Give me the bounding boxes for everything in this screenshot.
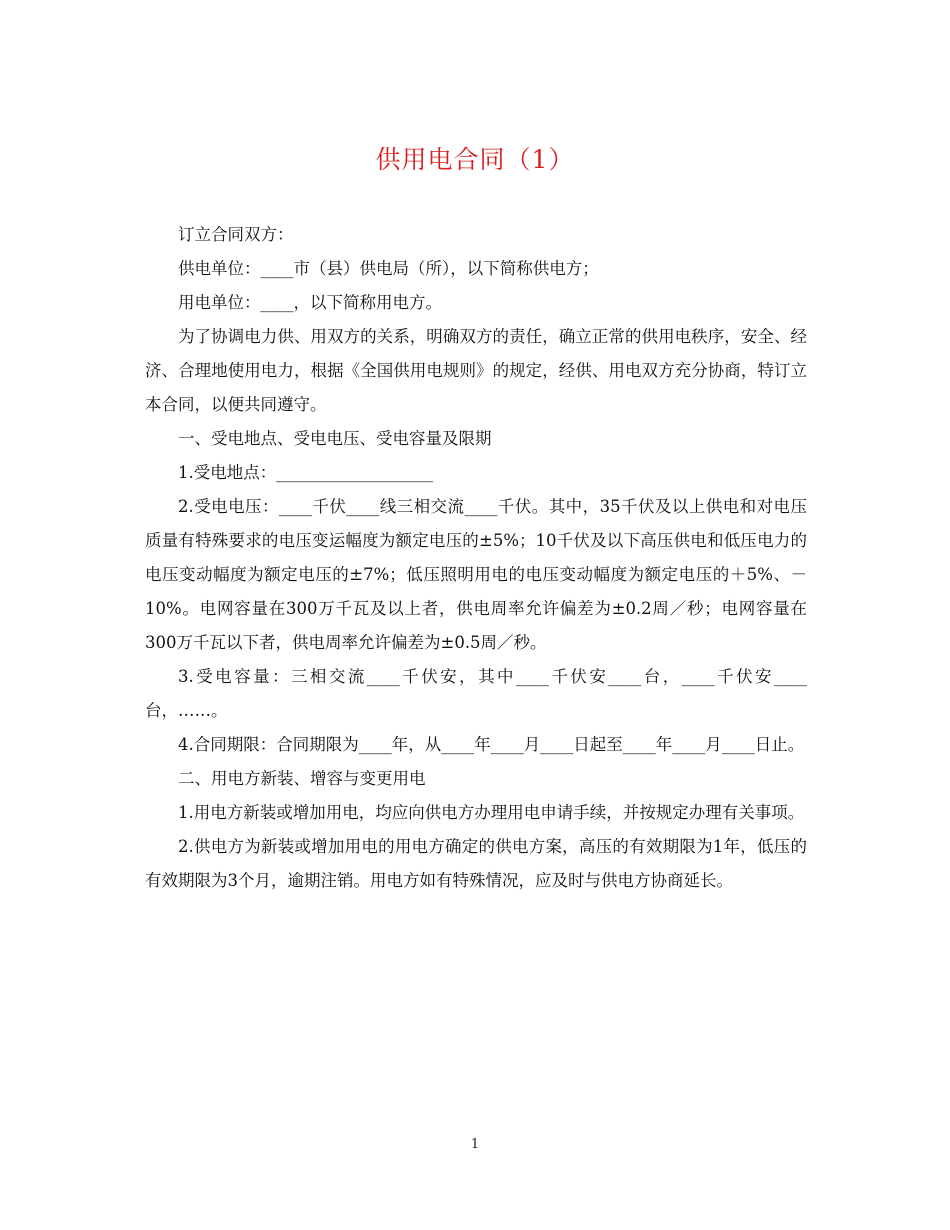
clause-1-4: 4.合同期限：合同期限为____年，从____年____月____日起至____年____月____日止。	[178, 735, 805, 754]
clause-2-1: 1.用电方新装或增加用电，均应向供电方办理用电申请手续，并按规定办理有关事项。	[178, 803, 805, 822]
paragraph-supplier: 供电单位：____市（县）供电局（所），以下简称供电方；	[178, 259, 599, 278]
clause-1-3: 3.受电容量：三相交流____千伏安，其中____千伏安____台，____千伏安____台，……。	[145, 667, 807, 720]
paragraph-parties: 订立合同双方：	[178, 225, 294, 244]
page-number: 1	[470, 1137, 480, 1152]
paragraph-consumer: 用电单位：____，以下简称用电方。	[178, 293, 442, 312]
section-heading-2: 二、用电方新装、增容与变更用电	[178, 769, 426, 788]
clause-1-2: 2.受电电压：____千伏____线三相交流____千伏。其中，35千伏及以上供电和对电压质量有特殊要求的电压变运幅度为额定电压的±5%；10千伏及以下高压供电和低压电力的电压变动幅度为额定电压的±7%；低压照明用电的电压变动幅度为额定电压的＋5%、－10%。电网容量在300万千瓦及以上者，供电周率允许偏差为±0.2周／秒；电网容量在300万千瓦以下者，供电周率允许偏差为±0.5周／秒。	[145, 497, 807, 652]
section-heading-1: 一、受电地点、受电电压、受电容量及限期	[178, 429, 492, 448]
document-title: 供用电合同（1）	[375, 145, 575, 174]
document-body	[145, 218, 807, 898]
clause-1-1: 1.受电地点：___________________	[178, 463, 433, 482]
clause-2-2: 2.供电方为新装或增加用电的用电方确定的供电方案，高压的有效期限为1年，低压的有效期限为3个月，逾期注销。用电方如有特殊情况，应及时与供电方协商延长。	[145, 837, 807, 890]
paragraph-preamble: 为了协调电力供、用双方的关系，明确双方的责任，确立正常的供用电秩序，安全、经济、合理地使用电力，根据《全国供用电规则》的规定，经供、用电双方充分协商，特订立本合同，以便共同遵守。	[145, 327, 807, 414]
